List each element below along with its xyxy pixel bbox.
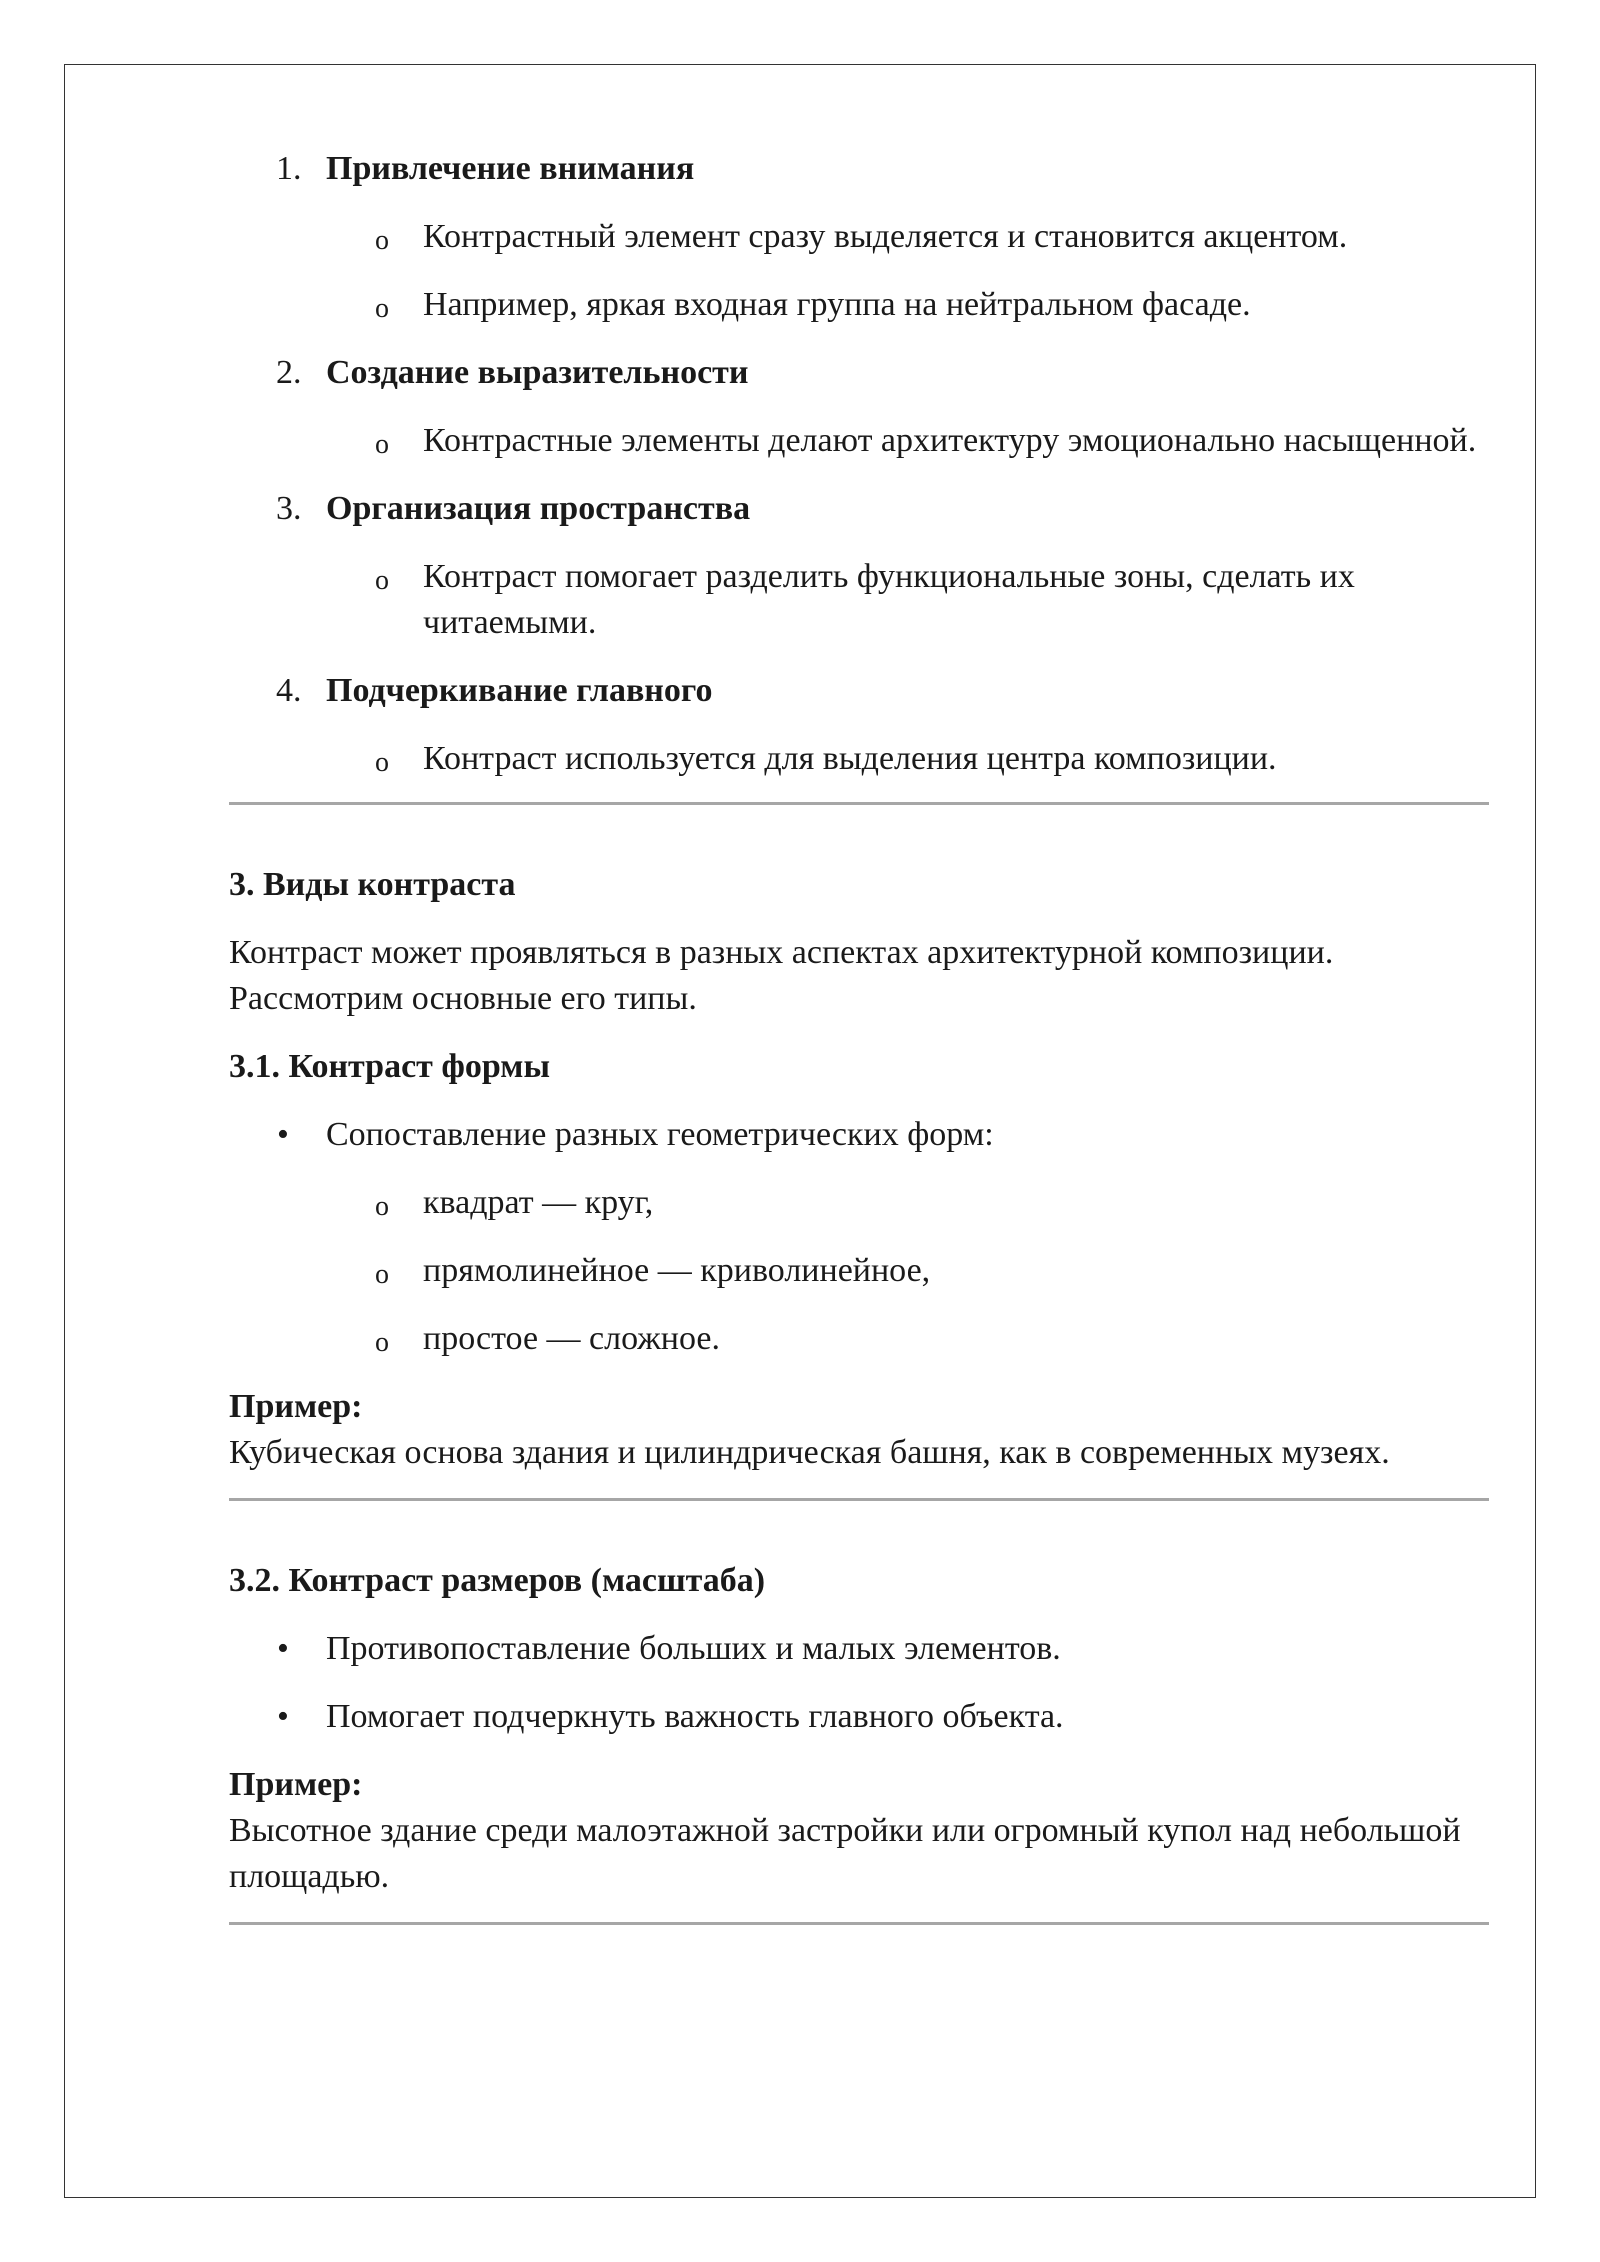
horizontal-rule bbox=[229, 1922, 1489, 1925]
sub-item-text: прямолинейное — криволинейное, bbox=[423, 1252, 931, 1289]
circle-bullet-icon: o bbox=[375, 429, 389, 460]
sub-item bbox=[229, 1248, 1489, 1294]
bullet-icon: • bbox=[277, 1630, 289, 1667]
list-number: 3. bbox=[276, 490, 302, 527]
numbered-item-3 bbox=[229, 486, 1489, 532]
sub-item-text: Контраст используется для выделения центра композиции. bbox=[423, 740, 1277, 777]
example-text: Высотное здание среди малоэтажной застройки или огромный купол над небольшой площадью. bbox=[229, 1812, 1461, 1895]
circle-bullet-icon: o bbox=[375, 1327, 389, 1358]
sub-item bbox=[229, 736, 1489, 782]
bullet-item-text: Противопоставление больших и малых элементов. bbox=[326, 1630, 1061, 1667]
bullet-icon: • bbox=[277, 1698, 289, 1735]
bullet-icon: • bbox=[277, 1116, 289, 1153]
bullet-item-text: Сопоставление разных геометрических форм: bbox=[326, 1116, 994, 1153]
bullet-item bbox=[229, 1626, 1489, 1672]
numbered-item-title: Создание выразительности bbox=[326, 354, 749, 391]
sub-item-text: Контрастный элемент сразу выделяется и становится акцентом. bbox=[423, 218, 1348, 255]
numbered-item-4 bbox=[229, 668, 1489, 714]
sub-item bbox=[229, 214, 1489, 260]
document-content bbox=[229, 146, 1489, 1925]
sub-item bbox=[229, 554, 1489, 646]
sub-item bbox=[229, 1180, 1489, 1226]
sub-item-text: простое — сложное. bbox=[423, 1320, 720, 1357]
example-label: Пример: bbox=[229, 1388, 363, 1425]
paragraph: Контраст может проявляться в разных аспектах архитектурной композиции. Рассмотрим основные его типы. bbox=[229, 934, 1334, 1017]
list-number: 2. bbox=[276, 354, 302, 391]
horizontal-rule bbox=[229, 802, 1489, 805]
sub-item-text: квадрат — круг, bbox=[423, 1184, 654, 1221]
sub-item-text: Контрастные элементы делают архитектуру эмоционально насыщенной. bbox=[423, 422, 1477, 459]
bullet-item-text: Помогает подчеркнуть важность главного объекта. bbox=[326, 1698, 1064, 1735]
sub-item-text: Например, яркая входная группа на нейтральном фасаде. bbox=[423, 286, 1251, 323]
circle-bullet-icon: o bbox=[375, 293, 389, 324]
bullet-item bbox=[229, 1112, 1489, 1158]
section-heading: 3. Виды контраста bbox=[229, 866, 516, 903]
example-text: Кубическая основа здания и цилиндрическая башня, как в современных музеях. bbox=[229, 1434, 1390, 1471]
numbered-item-2 bbox=[229, 350, 1489, 396]
horizontal-rule bbox=[229, 1498, 1489, 1501]
subsection-heading: 3.2. Контраст размеров (масштаба) bbox=[229, 1562, 766, 1599]
numbered-item-title: Привлечение внимания bbox=[326, 150, 695, 187]
circle-bullet-icon: o bbox=[375, 225, 389, 256]
sub-item bbox=[229, 282, 1489, 328]
sub-item bbox=[229, 1316, 1489, 1362]
circle-bullet-icon: o bbox=[375, 1191, 389, 1222]
circle-bullet-icon: o bbox=[375, 1259, 389, 1290]
list-number: 4. bbox=[276, 672, 302, 709]
subsection-heading: 3.1. Контраст формы bbox=[229, 1048, 550, 1085]
circle-bullet-icon: o bbox=[375, 747, 389, 778]
bullet-item bbox=[229, 1694, 1489, 1740]
sub-item bbox=[229, 418, 1489, 464]
numbered-item-1 bbox=[229, 146, 1489, 192]
sub-item-text: Контраст помогает разделить функциональные зоны, сделать их читаемыми. bbox=[423, 558, 1355, 641]
numbered-item-title: Подчеркивание главного bbox=[326, 672, 713, 709]
circle-bullet-icon: o bbox=[375, 565, 389, 596]
list-number: 1. bbox=[276, 150, 302, 187]
example-label: Пример: bbox=[229, 1766, 363, 1803]
numbered-item-title: Организация пространства bbox=[326, 490, 751, 527]
